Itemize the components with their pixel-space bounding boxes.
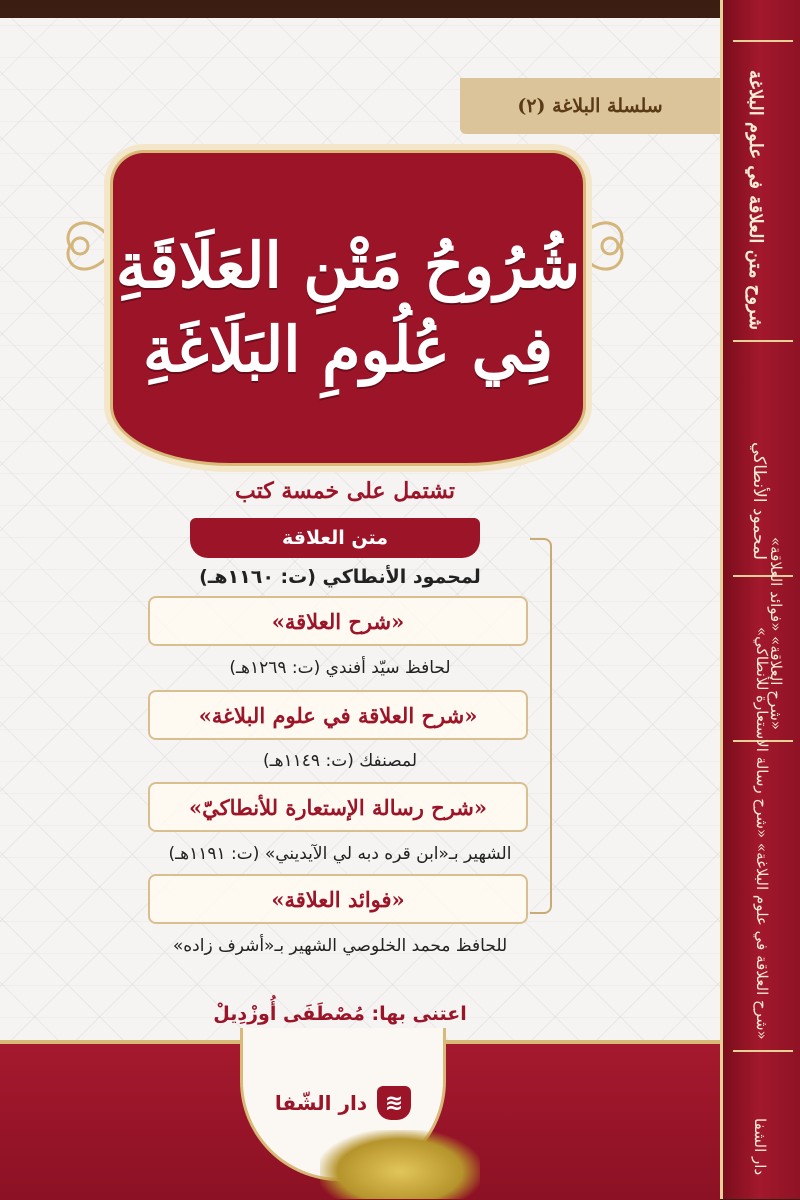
book-title-line-2: فِي عُلُومِ البَلَاغَةِ — [143, 313, 553, 386]
editor-credit: اعتنى بها: مُصْطَفَى أُوزْدِيلْ — [213, 1003, 467, 1025]
spine-publisher: دار الشفا — [751, 1117, 769, 1175]
publisher-logo-icon: ≋ — [377, 1086, 411, 1120]
publisher-name: دار الشّفا — [274, 1091, 368, 1115]
book-author-1: لحافظ سيّد أفندي (ت: ١٢٦٩هـ) — [229, 658, 451, 678]
matn-author: لمحمود الأنطاكي (ت: ١١٦٠هـ) — [199, 566, 481, 588]
spine-author: لمحمود الأنطاكي — [749, 441, 769, 560]
book-title-box-1: «شرح العلاقة» — [148, 596, 528, 646]
spine-books-a: «شرح العلاقة» «فوائد العلاقة» — [767, 537, 785, 730]
spine-divider — [733, 340, 793, 342]
book-title-box-3: «شرح رسالة الإستعارة للأنطاكيّ» — [148, 782, 528, 832]
book-author-2: لمصنفك (ت: ١١٤٩هـ) — [262, 751, 418, 771]
book-front-cover — [0, 18, 726, 1178]
title-plate — [110, 150, 586, 466]
matn-label: متن العلاقة — [190, 518, 480, 558]
book-spine — [720, 0, 800, 1199]
book-title-box-4: «فوائد العلاقة» — [148, 874, 528, 924]
spine-title: شروح متن العلاقة في علوم البلاغة — [745, 69, 766, 330]
series-label: سلسلة البلاغة (٢) — [460, 78, 720, 134]
spine-divider — [733, 1050, 793, 1052]
spine-divider — [733, 40, 793, 42]
book-title-line-1: شُرُوحُ مَتْنِ العَلَاقَةِ — [115, 229, 581, 303]
book-title-box-2: «شرح العلاقة في علوم البلاغة» — [148, 690, 528, 740]
book-author-3: الشهير بـ«ابن قره دبه لي الآيديني» (ت: ١١٩١هـ) — [168, 844, 512, 864]
spine-books-b: «شرح العلاقة في علوم البلاغة» «شرح رسالة الاستعارة للأنطاكي» — [753, 627, 771, 1040]
book-author-4: للحافظ محمد الخلوصي الشهير بـ«أشرف زاده» — [172, 936, 508, 956]
contents-subtitle: تشتمل على خمسة كتب — [235, 478, 455, 504]
left-ornament-icon — [50, 196, 118, 296]
decorative-leaf — [320, 1130, 480, 1199]
